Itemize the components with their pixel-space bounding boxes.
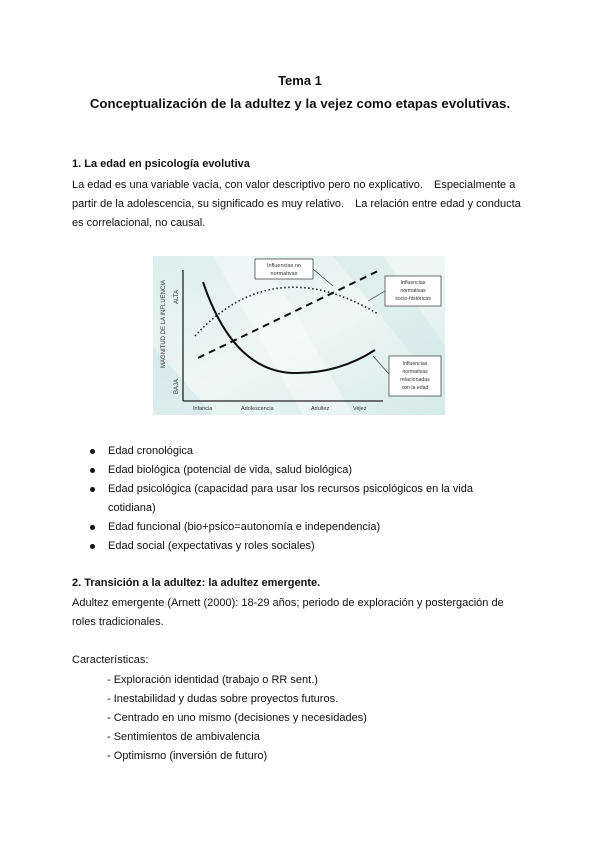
y-low-label: BAJA (174, 378, 180, 394)
list-item: - Optimismo (inversión de futuro) (107, 750, 268, 762)
label-age-line4: con la edad (401, 385, 429, 391)
label-age-line1: Influencias (402, 361, 428, 367)
section2-line1: Adultez emergente (Arnett (2000): 18-29 años; periodo de exploración y postergación de (72, 597, 504, 609)
bullet-dot (90, 487, 95, 492)
section1-paragraph (72, 176, 532, 233)
list-item: - Inestabilidad y dudas sobre proyectos futuros. (107, 693, 339, 705)
section1-line2: partir de la adolescencia, su significado es muy relativo. La relación entre edad y conducta (72, 198, 521, 210)
section1-line1: La edad es una variable vacía, con valor descriptivo pero no explicativo. Especialmente a (72, 179, 516, 191)
characteristics-list (107, 671, 367, 766)
label-non-normative-line2: normativas (270, 271, 298, 277)
age-types-list (72, 442, 532, 556)
x-label-adolescencia: Adolescencia (241, 406, 274, 412)
document-subtitle: Conceptualización de la adultez y la vejez como etapas evolutivas. (89, 96, 511, 111)
label-age-line2: normativas (402, 369, 428, 375)
document-title: Tema 1 (278, 73, 322, 88)
label-history-line1: Influencias (400, 280, 426, 286)
y-axis-label: MAGNITUD DE LA INFLUENCIA (161, 279, 167, 368)
x-label-adultez: Adultez (311, 406, 330, 412)
caracteristicas-label: Características: (72, 654, 149, 666)
label-age-line3: relacionadas (400, 377, 430, 383)
list-item: Edad psicológica (capacidad para usar los recursos psicológicos en la vida (72, 480, 532, 499)
bullet-dot (90, 525, 95, 530)
label-history-line2: normativas (400, 288, 426, 294)
bullet-dot (90, 449, 95, 454)
section2-paragraph (72, 594, 532, 632)
list-item: Edad biológica (potencial de vida, salud biológica) (72, 461, 532, 480)
label-non-normative-line1: Influencias no (267, 263, 301, 269)
x-label-vejez: Vejez (353, 406, 367, 412)
x-label-infancia: Infancia (193, 406, 213, 412)
section2-line2: roles tradicionales. (72, 616, 164, 628)
list-item: - Centrado en uno mismo (decisiones y necesidades) (107, 712, 367, 724)
section1-line3: es correlacional, no causal. (72, 217, 206, 229)
influence-diagram (153, 256, 445, 415)
section2-heading: 2. Transición a la adultez: la adultez emergente. (72, 577, 321, 589)
list-item: Edad cronológica (72, 442, 532, 461)
y-high-label: ALTA (174, 289, 180, 304)
bullet-dot (90, 468, 95, 473)
list-item: - Sentimientos de ambivalencia (107, 731, 260, 743)
label-history-line3: socio-históricas (395, 296, 431, 302)
list-item: Edad social (expectativas y roles sociales) (72, 537, 532, 556)
list-item: Edad funcional (bio+psico=autonomía e independencia) (72, 518, 532, 537)
bullet-dot (90, 544, 95, 549)
list-item: - Exploración identidad (trabajo o RR sent.) (107, 674, 318, 686)
list-item-continuation: cotidiana) (108, 502, 156, 514)
section1-heading: 1. La edad en psicología evolutiva (72, 158, 250, 170)
